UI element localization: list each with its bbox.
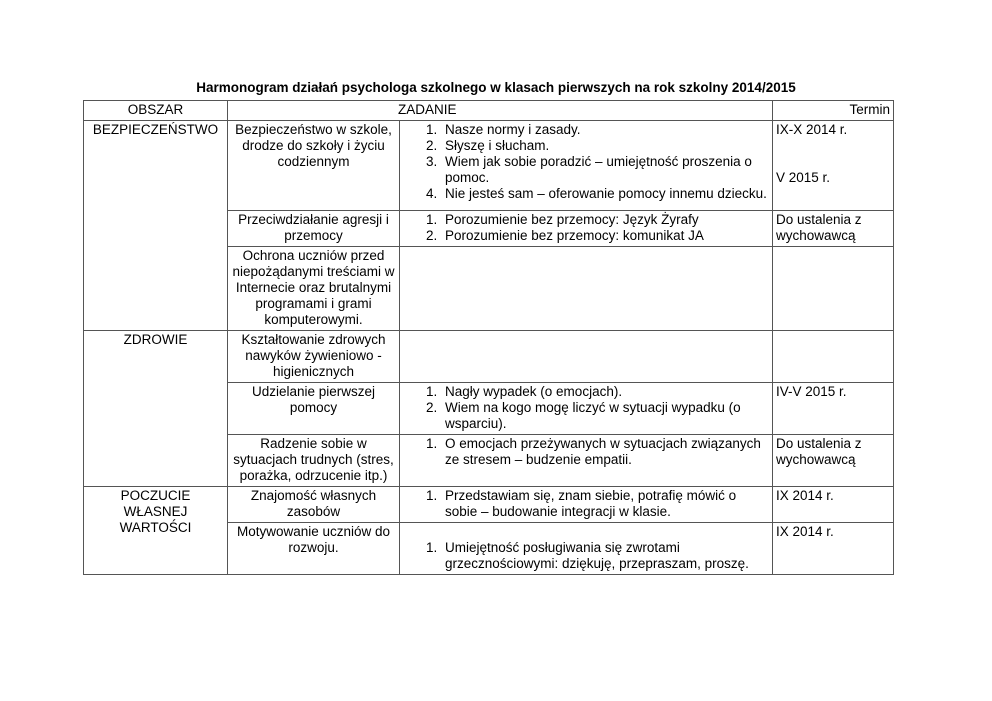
header-task: ZADANIE	[228, 101, 773, 121]
term-cell: IV-V 2015 r.	[773, 383, 894, 435]
list-item: 1. Umiejętność posługiwania się zwrotami grzecznościowymi: dziękuję, przepraszam, proszę.	[441, 540, 769, 572]
header-area: OBSZAR	[84, 101, 228, 121]
task-list	[403, 540, 769, 572]
table-row	[84, 121, 894, 211]
term-cell	[773, 121, 894, 211]
spacer	[403, 524, 769, 540]
task-list	[403, 488, 769, 520]
items-cell	[400, 247, 773, 331]
list-item: 1. Nasze normy i zasady.	[441, 122, 769, 138]
term-cell: IX 2014 r.	[773, 487, 894, 523]
task-cell: Znajomość własnych zasobów	[228, 487, 400, 523]
term-cell	[773, 331, 894, 383]
items-cell	[400, 331, 773, 383]
task-cell: Udzielanie pierwszej pomocy	[228, 383, 400, 435]
list-item: 1. O emocjach przeżywanych w sytuacjach związanych ze stresem – budzenie empatii.	[441, 436, 769, 468]
task-cell: Kształtowanie zdrowych nawyków żywieniowo - higienicznych	[228, 331, 400, 383]
list-item: 4. Nie jesteś sam – oferowanie pomocy innemu dziecku.	[441, 186, 769, 202]
items-cell	[400, 487, 773, 523]
task-cell: Bezpieczeństwo w szkole, drodze do szkoły i życiu codziennym	[228, 121, 400, 211]
task-cell: Radzenie sobie w sytuacjach trudnych (stres, porażka, odrzucenie itp.)	[228, 435, 400, 487]
task-list	[403, 212, 769, 244]
table-row	[84, 331, 894, 383]
term-cell: IX 2014 r.	[773, 523, 894, 575]
term-cell	[773, 247, 894, 331]
list-item: 1. Przedstawiam się, znam siebie, potrafię mówić o sobie – budowanie integracji w klasie.	[441, 488, 769, 520]
items-cell	[400, 211, 773, 247]
task-cell: Ochrona uczniów przed niepożądanymi treściami w Internecie oraz brutalnymi programami i grami komputerowymi.	[228, 247, 400, 331]
area-cell: ZDROWIE	[84, 331, 228, 487]
list-item: 1. Porozumienie bez przemocy: Język Żyrafy	[441, 212, 769, 228]
items-cell	[400, 523, 773, 575]
header-row	[84, 101, 894, 121]
term-value: IX-X 2014 r.	[776, 122, 848, 137]
task-list	[403, 436, 769, 468]
list-item: 3. Wiem jak sobie poradzić – umiejętność proszenia o pomoc.	[441, 154, 769, 186]
table-row	[84, 487, 894, 523]
schedule-table	[83, 100, 894, 575]
header-term: Termin	[773, 101, 894, 121]
list-item: 1. Nagły wypadek (o emocjach).	[441, 384, 769, 400]
term-value-secondary: V 2015 r.	[776, 170, 831, 185]
term-cell: Do ustalenia z wychowawcą	[773, 211, 894, 247]
items-cell	[400, 121, 773, 211]
task-list	[403, 122, 769, 202]
document-title: Harmonogram działań psychologa szkolnego w klasach pierwszych na rok szkolny 2014/2015	[196, 80, 796, 95]
list-item: 2. Słyszę i słucham.	[441, 138, 769, 154]
items-cell	[400, 383, 773, 435]
area-cell: POCZUCIE WŁASNEJ WARTOŚCI	[84, 487, 228, 575]
list-item: 2. Wiem na kogo mogę liczyć w sytuacji wypadku (o wsparciu).	[441, 400, 769, 432]
task-list	[403, 384, 769, 432]
term-cell: Do ustalenia z wychowawcą	[773, 435, 894, 487]
task-cell: Motywowanie uczniów do rozwoju.	[228, 523, 400, 575]
list-item: 2. Porozumienie bez przemocy: komunikat JA	[441, 228, 769, 244]
task-cell: Przeciwdziałanie agresji i przemocy	[228, 211, 400, 247]
area-cell: BEZPIECZEŃSTWO	[84, 121, 228, 331]
items-cell	[400, 435, 773, 487]
